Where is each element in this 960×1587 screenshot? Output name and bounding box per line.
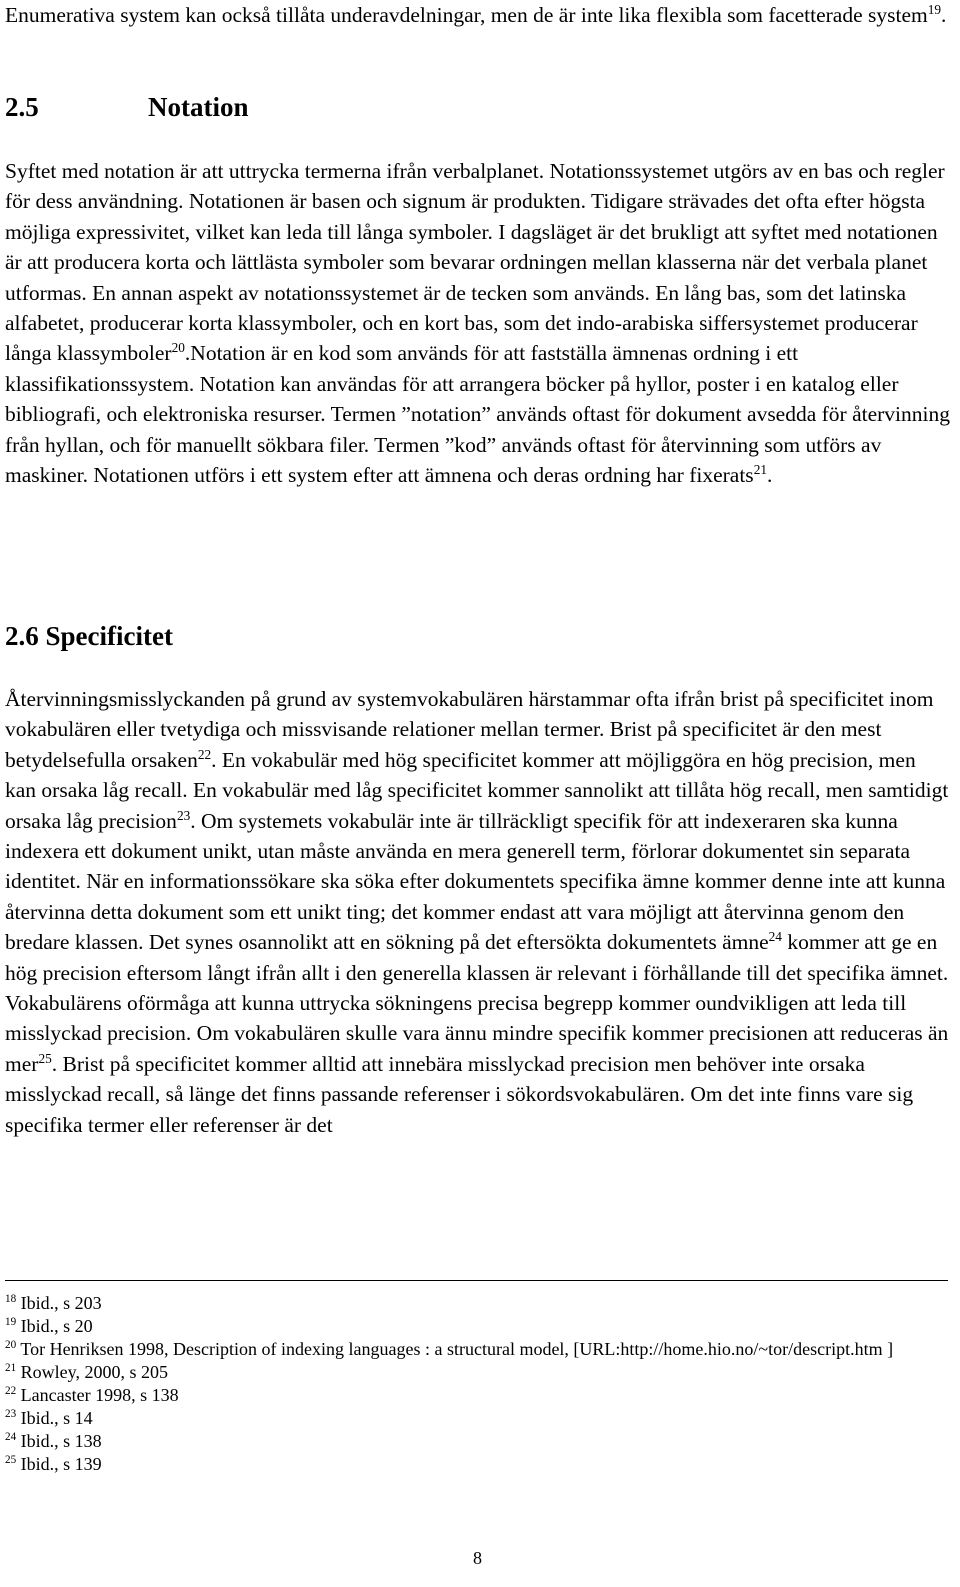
footnote (5, 1338, 950, 1361)
footnote-number: 19 (5, 1316, 17, 1329)
page-number: 8 (473, 1548, 482, 1568)
footnote-text: Rowley, 2000, s 205 (16, 1362, 168, 1382)
footnote-number: 25 (5, 1454, 17, 1467)
footnote (5, 1315, 950, 1338)
footnote-ref-23[interactable]: 23 (176, 807, 191, 823)
intro-text: Enumerativa system kan också tillåta underavdelningar, men de är inte lika flexibla som facetterade system (5, 3, 928, 27)
footnote-ref-24[interactable]: 24 (768, 929, 782, 944)
section-number: 2.5 (5, 92, 39, 122)
specificitet-paragraph (5, 684, 950, 1140)
footnote (5, 1453, 950, 1476)
footnote-text: Tor Henriksen 1998, Description of indexing languages : a structural model, [URL:http://home.hio.no/~tor/descript.htm ] (16, 1339, 894, 1359)
footnote (5, 1292, 950, 1315)
footnote-text: Ibid., s 139 (16, 1454, 102, 1474)
specificitet-text-3: . Om systemets vokabulär inte är tillräckligt specifik för att indexeraren ska kunna indexera ett dokument unikt, utan måste använda en mera generell term, förlorar dokumentet sin separata identitet. När en informationssökare ska söka efter dokumentets specifika ämne kommer denne inte att kunna återvinna detta dokument som ett unikt ting; det kommer endast att vara möjligt att återvinna genom den bredare klassen. Det synes osannolikt att en sökning på det eftersökta dokumentets ämne (5, 808, 946, 955)
section-heading-notation (5, 91, 950, 123)
intro-paragraph (5, 0, 950, 30)
footnote-text: Lancaster 1998, s 138 (16, 1385, 179, 1405)
footnote (5, 1407, 950, 1430)
footnote-number: 20 (5, 1339, 17, 1352)
section-heading-specificitet: 2.6 Specificitet (5, 621, 173, 651)
footnote-ref-21[interactable]: 21 (753, 461, 768, 477)
footnote-ref-19[interactable]: 19 (927, 1, 942, 17)
footnote-number: 21 (5, 1362, 17, 1375)
footnote-number: 18 (5, 1293, 17, 1306)
footnote-text: Ibid., s 14 (16, 1408, 93, 1428)
specificitet-text-2: . En vokabulär med hög specificitet kommer att möjliggöra en hög precision, men kan orsaka låg recall. En vokabulär med låg specificitet kommer sannolikt att tillåta hög recall, men samtidigt orsaka låg precision (5, 747, 949, 833)
notation-text-3: . (767, 463, 773, 488)
specificitet-text-1: Återvinningsmisslyckanden på grund av systemvokabulären härstammar ofta ifrån brist på specificitet inom vokabulären eller tvetydiga och missvisande relationer mellan termer. Brist på specificitet är den mest betydelsefulla orsaken (5, 687, 934, 772)
footnote-number: 23 (5, 1408, 17, 1421)
footnote-text: Ibid., s 20 (16, 1316, 93, 1336)
footnote (5, 1384, 950, 1407)
footnote-ref-22[interactable]: 22 (197, 746, 212, 762)
footnote-ref-25[interactable]: 25 (38, 1050, 52, 1066)
footnote (5, 1361, 950, 1384)
footnotes (5, 1292, 950, 1476)
footnote-divider (5, 1280, 948, 1281)
notation-text-1: Syftet med notation är att uttrycka termerna ifrån verbalplanet. Notationssystemet utgörs av en bas och regler för dess användning. Notationen är basen och signum är produkten. Tidigare strävades det ofta efter högsta möjliga expressivitet, vilket kan leda till långa symboler. I dagsläget är det brukligt att syftet med notationen är att producera korta och lättlästa symboler som bevarar ordningen mellan klasserna när det verbala planet utformas. En annan aspekt av notationssystemet är de tecken som används. En lång bas, som det latinska alfabetet, producerar korta klassymboler, och en kort bas, som det indo-arabiska siffersystemet producerar långa klassymboler (5, 159, 945, 366)
specificitet-text-5: . Brist på specificitet kommer alltid att innebära misslyckad precision men behöver inte orsaka misslyckad recall, så länge det finns passande referenser i sökordsvokabulären. Om det inte finns vare sig specifika termer eller referenser är det (5, 1051, 914, 1137)
footnote-number: 24 (5, 1431, 17, 1444)
notation-paragraph (5, 156, 950, 490)
section-title: Notation (148, 92, 249, 122)
footnote (5, 1430, 950, 1453)
footnote-ref-20[interactable]: 20 (171, 340, 185, 356)
footnote-text: Ibid., s 203 (16, 1293, 102, 1313)
footnote-text: Ibid., s 138 (16, 1431, 102, 1451)
footnote-number: 22 (5, 1385, 17, 1398)
specificitet-text-4: kommer att ge en hög precision eftersom långt ifrån allt i den generella klassen är relevant i förhållande till det specifika ämnet. Vokabulärens oförmåga att kunna uttrycka sökningens precisa begrepp kommer oundvikligen att leda till misslyckad precision. Om vokabulären skulle vara ännu mindre specifik kommer precisionen att reduceras än mer (5, 930, 949, 1076)
notation-text-2: .Notation är en kod som används för att fastställa ämnenas ordning i ett klassifikationssystem. Notation kan användas för att arrangera böcker på hyllor, poster i en katalog eller bibliografi, och elektroniska resurser. Termen ”notation” används oftast för dokument avsedda för återvinning från hyllan, och för manuellt sökbara filer. Termen ”kod” används oftast för återvinning som utförs av maskiner. Notationen utförs i ett system efter att ämnena och deras ordning har fixerats (5, 341, 951, 488)
intro-tail: . (941, 3, 947, 27)
